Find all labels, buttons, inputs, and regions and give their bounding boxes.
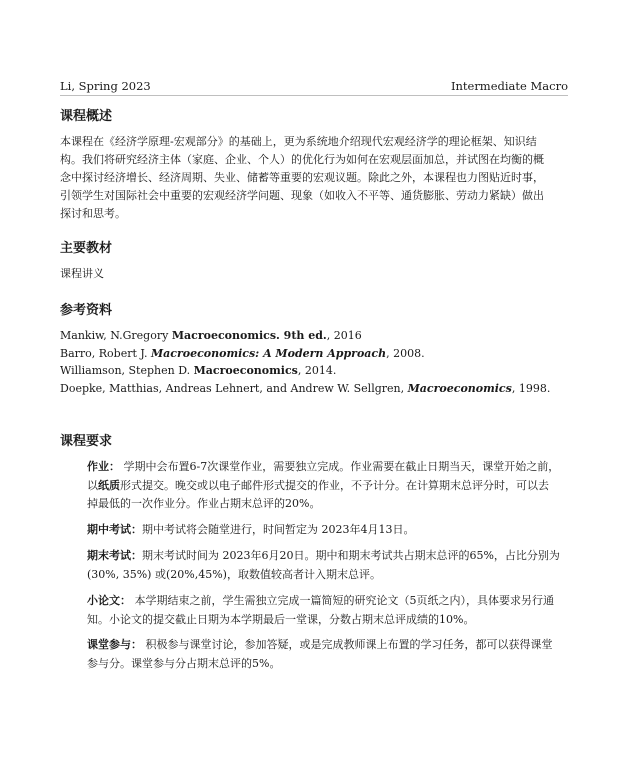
requirement-midterm bbox=[87, 521, 568, 540]
requirement-text: 积极参与课堂讨论，参加答疑，或是完成教师课上布置的学习任务，都可以获得课堂 bbox=[142, 638, 553, 651]
overview-paragraph bbox=[60, 133, 568, 223]
requirement-label: 小论文： bbox=[87, 594, 131, 607]
reference-title: Macroeconomics bbox=[407, 382, 512, 395]
requirement-text: (30%, 35%) 或(20%,45%)，取数值较高者计入期末总评。 bbox=[87, 567, 381, 581]
requirement-text: 以 bbox=[87, 478, 98, 492]
reference-author: Williamson, Stephen D. bbox=[60, 364, 194, 377]
textbook-text: 课程讲义 bbox=[60, 267, 104, 280]
reference-year: , 2014. bbox=[297, 364, 337, 377]
requirement-homework bbox=[87, 458, 568, 514]
reference-title: Macroeconomics. 9th ed. bbox=[171, 329, 327, 342]
reference-item bbox=[60, 345, 425, 363]
references-heading: 参考资料 bbox=[60, 303, 113, 318]
requirement-label: 作业： bbox=[87, 460, 120, 473]
requirement-essay bbox=[87, 592, 568, 629]
overview-line: 探讨和思考。 bbox=[60, 207, 126, 220]
requirement-label: 期中考试： bbox=[87, 523, 142, 536]
requirement-text: 本学期结束之前，学生需独立完成一篇简短的研究论文（5页纸之内），具体要求另行通 bbox=[131, 594, 554, 607]
requirement-text: 期中考试将会随堂进行，时间暂定为 2023年4月13日。 bbox=[142, 523, 415, 536]
reference-item bbox=[60, 327, 362, 345]
requirement-text: 学期中会布置6-7次课堂作业，需要独立完成。作业需要在截止日期当天，课堂开始之前， bbox=[120, 460, 560, 473]
reference-year: , 1998. bbox=[511, 382, 551, 395]
requirement-label: 期末考试： bbox=[87, 549, 142, 562]
requirement-text: 知。小论文的提交截止日期为本学期最后一堂课，分数占期末总评成绩的10%。 bbox=[87, 612, 475, 626]
requirements-heading: 课程要求 bbox=[60, 434, 113, 449]
header-course-title: Intermediate Macro bbox=[450, 79, 568, 93]
requirement-label: 课堂参与： bbox=[87, 638, 142, 651]
requirement-participation bbox=[87, 636, 568, 673]
textbook-heading: 主要教材 bbox=[60, 241, 113, 256]
overview-line: 构。我们将研究经济主体（家庭、企业、个人）的优化行为如何在宏观层面加总，并试图在均衡的概 bbox=[60, 153, 544, 166]
requirement-text: 期末考试时间为 2023年6月20日。期中和期末考试共占期末总评的65%，占比分别为 bbox=[142, 549, 560, 562]
overview-line: 引领学生对国际社会中重要的宏观经济学问题、现象（如收入不平等、通货膨胀、劳动力紧缺）做出 bbox=[60, 189, 544, 202]
reference-item bbox=[60, 380, 550, 398]
reference-author: Doepke, Matthias, Andreas Lehnert, and Andrew W. Sellgren, bbox=[60, 382, 408, 395]
emphasis-text: 纸质 bbox=[98, 478, 120, 492]
reference-item bbox=[60, 362, 336, 380]
requirement-final bbox=[87, 547, 568, 584]
requirement-text: 参与分。课堂参与分占期末总评的5%。 bbox=[87, 656, 281, 670]
header-author-term: Li, Spring 2023 bbox=[60, 79, 151, 93]
reference-year: , 2016 bbox=[326, 329, 362, 342]
reference-author: Barro, Robert J. bbox=[60, 347, 151, 360]
reference-title: Macroeconomics: A Modern Approach bbox=[150, 347, 387, 360]
overview-heading: 课程概述 bbox=[60, 109, 113, 124]
overview-line: 念中探讨经济增长、经济周期、失业、储蓄等重要的宏观议题。除此之外，本课程也力图贴近时事， bbox=[60, 171, 544, 184]
page-header bbox=[60, 79, 568, 96]
requirement-text: 掉最低的一次作业分。作业占期末总评的20%。 bbox=[87, 497, 321, 510]
requirement-text: 形式提交。晚交或以电子邮件形式提交的作业，不予计分。在计算期末总评分时，可以去 bbox=[120, 478, 549, 492]
reference-author: Mankiw, N.Gregory bbox=[60, 329, 172, 342]
reference-title: Macroeconomics bbox=[193, 364, 298, 377]
overview-line: 本课程在《经济学原理-宏观部分》的基础上，更为系统地介绍现代宏观经济学的理论框架、知识结 bbox=[60, 135, 537, 148]
reference-year: , 2008. bbox=[386, 347, 425, 360]
